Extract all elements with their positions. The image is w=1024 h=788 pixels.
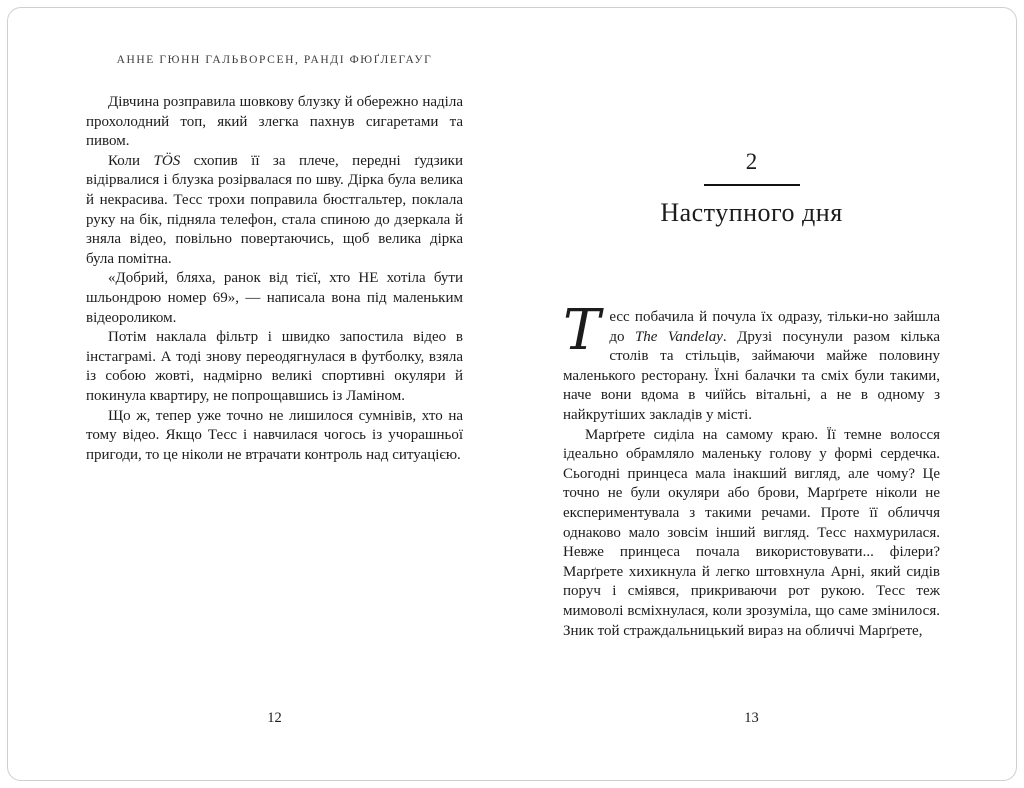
drop-cap: Т (563, 298, 601, 363)
chapter-heading (563, 150, 940, 228)
left-page (86, 54, 463, 465)
page-number-right: 13 (744, 710, 759, 726)
body-paragraph (563, 298, 941, 426)
page-number-left: 12 (267, 710, 282, 726)
body-paragraph: Дівчина розправила шовкову блузку й обережно наділа прохолодний топ, який злегка пахнув сигаретами та пивом. (86, 94, 463, 150)
left-page-body (86, 93, 463, 465)
body-paragraph: Що ж, тепер уже точно не лишилося сумнівів, хто на тому відео. Якщо Тесс і навчилася чогось із учорашньої пригоди, то це ніколи не втрачати контроль над ситуацією. (86, 407, 463, 463)
chapter-number: 2 (745, 149, 758, 174)
body-paragraph: Потім наклала фільтр і швидко запостила відео в інстаграмі. А тоді знову переодягнулася в футболку, взяла із собою жовті, надмірно великі спортивні окуляри й покинула квартиру, не попрощавшись із Ламіном. (86, 329, 463, 404)
running-header: АННЕ ГЮНН ГАЛЬВОРСЕН, РАНДІ ФЮҐЛЕГАУГ (116, 54, 433, 66)
chapter-divider (704, 184, 800, 186)
body-paragraph: «Добрий, бляха, ранок від тієї, хто НЕ хотіла бути шльондрою номер 69», — написала вона під маленьким відеороликом. (86, 270, 463, 326)
right-page-body (563, 298, 941, 641)
paragraph-text: есс побачила й почула їх одразу, тільки-но зайшла до The Vandelay. Друзі посунули разом кілька столів та стільців, займаючи майже половину маленького ресторану. Їхні балачки та сміх були такими, наче вони вдома в чиїйсь вітальні, а не в одному з найкрутіших закладів у місті. (563, 309, 941, 423)
body-paragraph: Коли TÖS схопив її за плече, передні ґудзики відірвалися і блузка розірвалася по шву. Дірка була велика й некрасива. Тесс трохи поправила бюстгальтер, поклала руку на бік, підняла телефон, стала спиною до дзеркала й зняла відео, повільно повертаючись, щоб велика дірка була помітна. (86, 152, 463, 267)
chapter-title: Наступного дня (660, 198, 843, 227)
body-paragraph: Марґрете сиділа на самому краю. Її темне волосся ідеально обрамляло маленьку голову у формі сердечка. Сьогодні принцеса мала інакший вигляд, але чому? Це точно не були окуляри або брови, Марґрете ніколи не експериментувала з такими речами. Проте її обличчя однаково мало зовсім інший вигляд. Тесс нахмурилася. Невже принцеса почала використовувати... філери? Марґрете хихикнула й легко штовхнула Арні, який сидів поруч і сміявся, прикриваючи рот рукою. Тесс теж мимоволі всміхнулася, коли зрозуміла, що саме змінилося. Зник той страждальницький вираз на обличчі Марґрете, (563, 426, 940, 639)
